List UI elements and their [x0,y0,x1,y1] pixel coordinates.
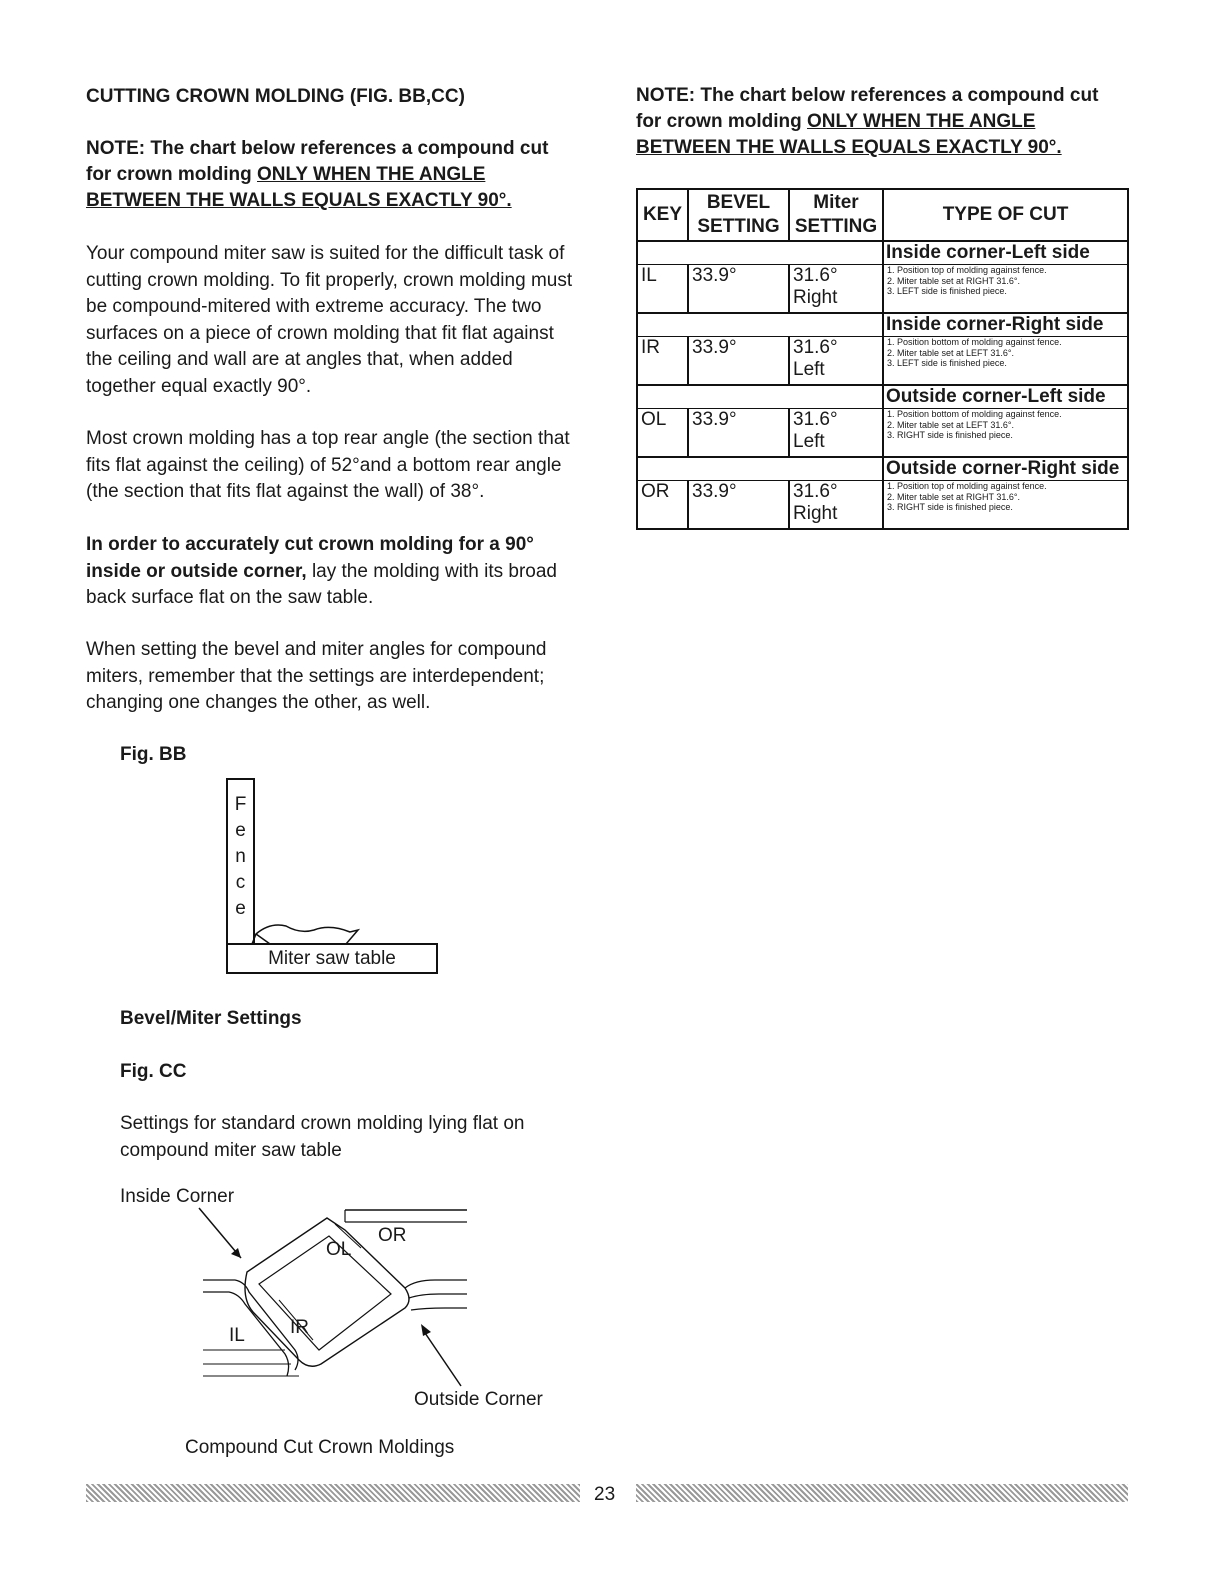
header-miter [789,189,883,241]
fence-letter: c [235,872,246,893]
section-title: Outside corner-Right side [883,457,1128,481]
label-ol: OL [326,1239,352,1260]
right-note-emphasis: ONLY WHEN THE ANGLE BETWEEN THE WALLS EQUALS EXACTLY 90°. [636,111,1062,158]
note-line: 1. Position bottom of molding against fence. [887,409,1062,419]
row-direction: Right [793,503,838,524]
section-title-row [637,385,1128,409]
instructions-bold: In order to accurately cut crown molding for a 90° inside or outside corner, [86,534,534,582]
header-miter-line1: Miter [813,192,859,213]
table-row [637,265,1128,314]
fence-letter: e [235,820,246,841]
row-key: OL [641,409,667,430]
section-heading: CUTTING CROWN MOLDING (FIG. BB,CC) [86,86,465,107]
label-or: OR [378,1225,407,1246]
row-notes [883,265,1128,314]
row-bevel: 33.9° [692,337,737,358]
left-note [86,136,566,214]
fence-letter: n [235,846,246,867]
row-bevel: 33.9° [692,481,737,502]
note-line: 1. Position top of molding against fence. [887,481,1047,491]
outside-corner-label: Outside Corner [414,1389,543,1410]
note-line: 3. RIGHT side is finished piece. [887,430,1013,440]
header-bevel [688,189,789,241]
fig-bb-caption: Bevel/Miter Settings [120,1008,302,1029]
note-line: 3. RIGHT side is finished piece. [887,502,1013,512]
section-title-row [637,313,1128,337]
fig-cc-description: Settings for standard crown molding lying flat on compound miter saw table [120,1113,525,1161]
section-title-row [637,241,1128,265]
footer-band-right [636,1484,1128,1502]
note-line: 2. Miter table set at RIGHT 31.6°. [887,491,1020,502]
note-line: 1. Position top of molding against fence. [887,265,1047,275]
row-bevel: 33.9° [692,409,737,430]
row-notes [883,409,1128,458]
instructions-rest: lay the molding with its broad back surface flat on the saw table. [86,560,557,608]
row-bevel: 33.9° [692,265,737,286]
right-note [636,83,1106,161]
note-line: 2. Miter table set at LEFT 31.6°. [887,419,1014,430]
note-line: 3. LEFT side is finished piece. [887,358,1007,368]
miter-saw-table-box: Miter saw table [226,943,438,974]
paragraph-angles: Most crown molding has a top rear angle (the section that fits flat against the ceiling) of 52°and a bottom rear angle (the section that fits flat against the wall) of 38°. [86,428,570,502]
row-key: IR [641,337,660,358]
row-direction: Left [793,431,825,452]
left-note-text: NOTE: The chart below references a compound cut for crown molding [86,138,549,185]
row-miter: 31.6° [793,265,838,286]
cut-settings-table [636,188,1129,530]
crown-molding-diagram [195,1200,475,1390]
section-title: Outside corner-Left side [883,385,1128,409]
header-bevel-line2: SETTING [697,216,780,237]
paragraph-instructions [86,532,586,612]
label-il: IL [229,1325,245,1346]
row-key: IL [641,265,657,286]
section-title: Inside corner-Left side [883,241,1128,265]
right-note-text: NOTE: The chart below references a compound cut for crown molding [636,85,1099,132]
row-miter: 31.6° [793,481,838,502]
fig-cc-caption: Compound Cut Crown Moldings [185,1437,455,1458]
row-notes [883,337,1128,386]
row-notes [883,481,1128,530]
section-title: Inside corner-Right side [883,313,1128,337]
note-line: 3. LEFT side is finished piece. [887,286,1007,296]
row-direction: Left [793,359,825,380]
note-line: 2. Miter table set at RIGHT 31.6°. [887,275,1020,286]
fig-cc-label: Fig. CC [120,1061,187,1082]
paragraph-interdependent: When setting the bevel and miter angles for compound miters, remember that the settings are interdependent; changing one changes the other, as well. [86,639,547,713]
footer-band-left [86,1484,580,1502]
header-miter-line2: SETTING [794,216,878,237]
fence-letter: F [234,794,247,815]
row-direction: Right [793,287,838,308]
table-row [637,337,1128,386]
row-key: OR [641,481,670,502]
note-line: 2. Miter table set at LEFT 31.6°. [887,347,1014,358]
table-header-row [637,189,1128,241]
table-row [637,409,1128,458]
page-number: 23 [594,1484,616,1505]
note-line: 1. Position bottom of molding against fence. [887,337,1062,347]
header-type: TYPE OF CUT [883,189,1128,241]
label-ir: IR [290,1317,309,1338]
paragraph-intro: Your compound miter saw is suited for the difficult task of cutting crown molding. To fit properly, crown molding must be compound-mitered with extreme accuracy. The two surfaces on a piece of crown molding that fit flat against the ceiling and wall are at angles that, when added together equal exactly 90°. [86,243,573,397]
table-row [637,481,1128,530]
header-key: KEY [637,189,688,241]
section-title-row [637,457,1128,481]
row-miter: 31.6° [793,337,838,358]
fig-bb-label: Fig. BB [120,744,187,765]
left-note-emphasis: ONLY WHEN THE ANGLE BETWEEN THE WALLS EQUALS EXACTLY 90°. [86,164,512,211]
inside-corner-label: Inside Corner [120,1186,235,1207]
row-miter: 31.6° [793,409,838,430]
header-bevel-line1: BEVEL [706,192,771,213]
molding-profile-icon [250,910,360,946]
fence-letter: e [235,898,246,919]
